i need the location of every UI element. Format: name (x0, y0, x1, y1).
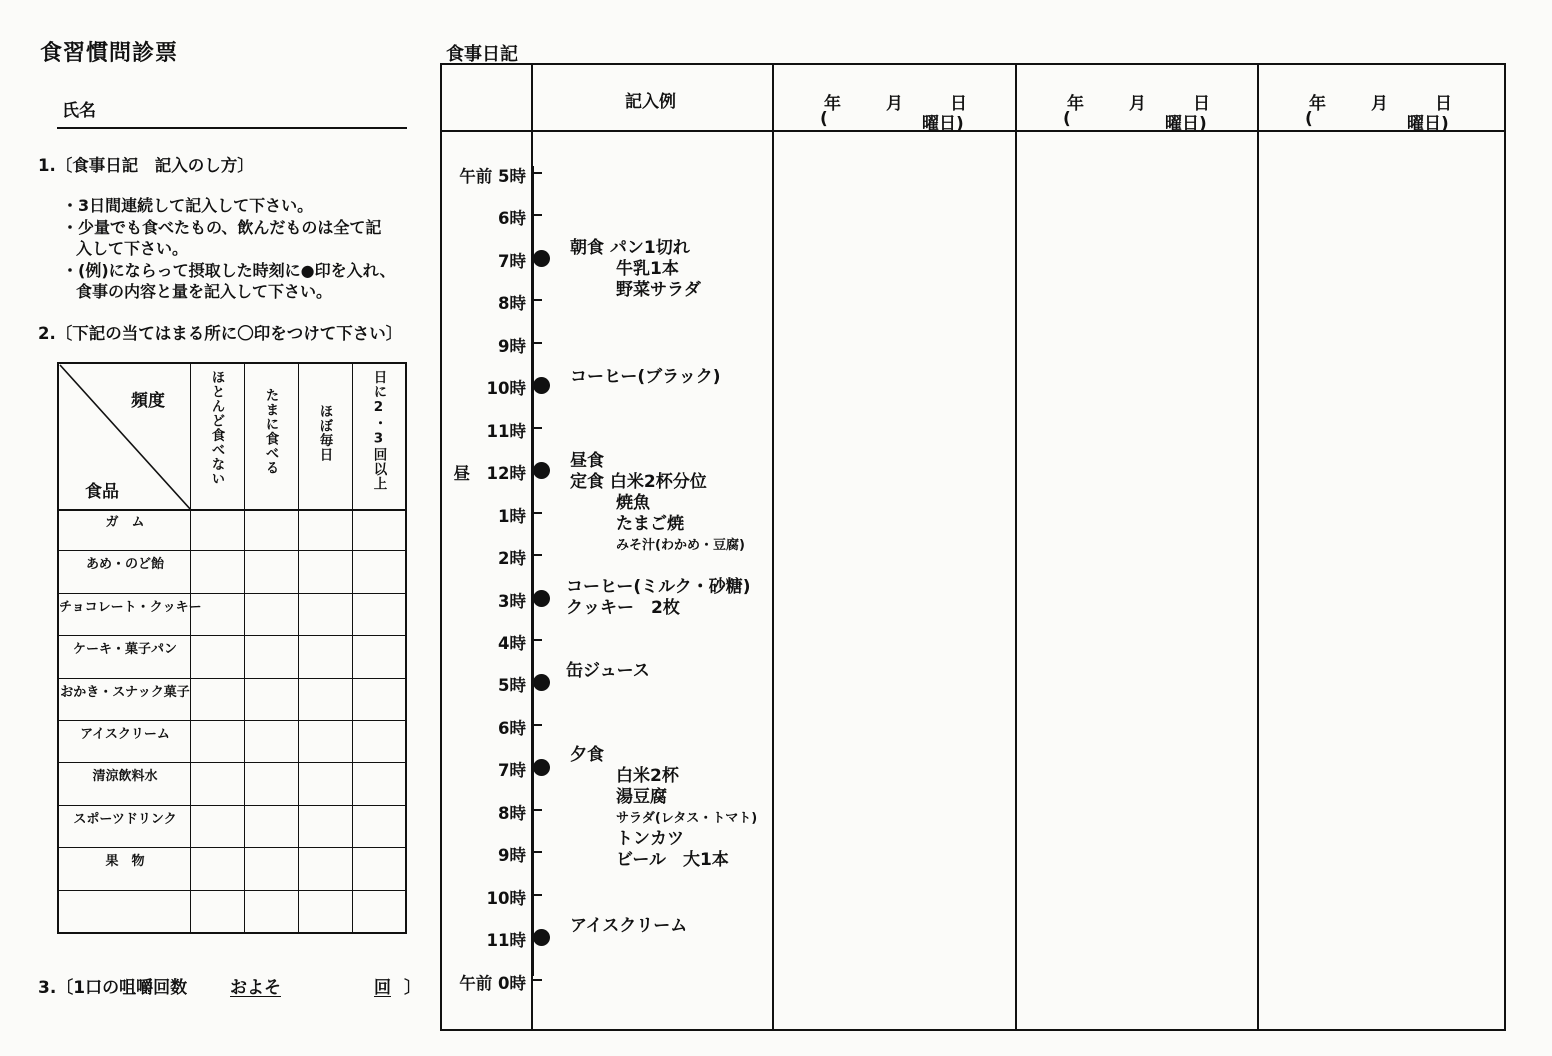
time-label: 10時 (486, 379, 526, 399)
table-row (59, 509, 405, 551)
section2-heading: 2.〔下記の当てはまる所に〇印をつけて下さい〕 (38, 324, 403, 343)
table-row (59, 721, 405, 763)
time-tick (533, 512, 542, 514)
frequency-cell[interactable] (298, 721, 352, 762)
time-tick (533, 172, 542, 174)
frequency-cell[interactable] (190, 679, 244, 720)
time-label: 昼 12時 (453, 464, 526, 484)
time-tick (533, 851, 542, 853)
example-entry-text: アイスクリーム (570, 916, 688, 936)
time-label: 2時 (498, 549, 526, 569)
frequency-cell[interactable] (244, 679, 298, 720)
date-weekday-label: 曜日) (1407, 114, 1449, 134)
example-entry-text: 缶ジュース (566, 661, 650, 681)
time-axis (532, 166, 534, 976)
time-tick (533, 894, 542, 896)
diagonal-header-line (59, 364, 192, 511)
example-entry-text: サラダ(レタス・トマト) (616, 811, 758, 826)
time-tick (533, 342, 542, 344)
frequency-cell[interactable] (352, 848, 407, 889)
table-row (59, 763, 405, 805)
frequency-cell[interactable] (244, 848, 298, 889)
date-day-label: 日 (1435, 94, 1452, 114)
example-entry-text: ビール 大1本 (616, 850, 729, 870)
frequency-cell[interactable] (352, 551, 407, 592)
food-name: ガ ム (105, 515, 145, 530)
freq-col-sometimes: たまに食べる (262, 388, 279, 475)
name-label: 氏名 (62, 101, 96, 121)
frequency-cell[interactable] (352, 763, 407, 804)
meal-time-dot (533, 462, 550, 479)
example-entry-text: たまご焼 (616, 514, 684, 534)
frequency-cell[interactable] (244, 551, 298, 592)
date-year-label: 年 (1309, 94, 1326, 114)
example-column-header: 記入例 (625, 92, 676, 112)
frequency-cell[interactable] (190, 594, 244, 635)
example-entry-text: みそ汁(わかめ・豆腐) (616, 538, 745, 553)
time-tick (533, 724, 542, 726)
example-entry-text: 昼食 (570, 451, 604, 471)
table-row (59, 636, 405, 678)
frequency-table (57, 362, 407, 934)
time-label: 4時 (498, 633, 526, 653)
frequency-cell[interactable] (190, 848, 244, 889)
time-label: 6時 (498, 209, 526, 229)
example-entry-text: コーヒー(ミルク・砂糖) (566, 577, 751, 597)
frequency-cell[interactable] (352, 806, 407, 847)
freq-col-daily: ほぼ毎日 (316, 404, 333, 462)
instructions (62, 195, 396, 303)
time-tick (533, 554, 542, 556)
example-entry-text: 定食 白米2杯分位 (570, 472, 707, 492)
frequency-cell[interactable] (352, 636, 407, 677)
time-label: 8時 (498, 803, 526, 823)
freq-col-rarely: ほとんど食べない (208, 370, 225, 486)
date-open-label: ( (1305, 109, 1313, 129)
meal-time-dot (533, 759, 550, 776)
frequency-cell[interactable] (244, 594, 298, 635)
frequency-cell[interactable] (298, 806, 352, 847)
food-name: チョコレート・クッキー (59, 599, 202, 615)
instruction-line: 食事の内容と量を記入して下さい。 (76, 282, 333, 301)
instruction-line: ・3日間連続して記入して下さい。 (62, 196, 314, 215)
food-name: おかき・スナック菓子 (60, 684, 190, 700)
table-row (59, 891, 405, 933)
instruction-line: ・(例)にならって摂取した時刻に●印を入れ、 (62, 260, 396, 280)
frequency-cell[interactable] (244, 806, 298, 847)
time-label: 7時 (498, 761, 526, 781)
frequency-cell[interactable] (244, 509, 298, 550)
time-label: 10時 (486, 888, 526, 908)
date-month-label: 月 (1129, 94, 1146, 114)
date-header-3[interactable] (1267, 89, 1507, 134)
example-entry-text: コーヒー(ブラック) (570, 367, 721, 387)
example-entry-text: トンカツ (616, 829, 684, 849)
time-label: 午前 5時 (459, 167, 526, 186)
date-header-2[interactable] (1025, 89, 1265, 134)
frequency-cell[interactable] (298, 679, 352, 720)
time-label: 11時 (486, 931, 526, 951)
date-open-label: ( (1063, 109, 1071, 129)
frequency-cell[interactable] (298, 594, 352, 635)
form-title: 食習慣問診票 (40, 41, 179, 66)
meal-time-dot (533, 674, 550, 691)
time-tick (533, 979, 542, 981)
frequency-cell[interactable] (352, 594, 407, 635)
frequency-cell[interactable] (190, 721, 244, 762)
frequency-cell[interactable] (352, 509, 407, 550)
date-day-label: 日 (950, 94, 967, 114)
time-tick (533, 214, 542, 216)
instruction-line: ・少量でも食べたもの、飲んだものは全て記 (62, 217, 382, 237)
name-field[interactable] (57, 127, 407, 129)
frequency-cell[interactable] (298, 848, 352, 889)
frequency-cell[interactable] (244, 763, 298, 804)
food-name: スポーツドリンク (73, 811, 177, 827)
frequency-cell[interactable] (298, 509, 352, 550)
date-header-1[interactable] (782, 89, 1022, 134)
date-year-label: 年 (824, 94, 841, 114)
section3-close: 〕 (404, 978, 421, 998)
table-row (59, 551, 405, 593)
table-row (59, 848, 405, 890)
example-entry-text: 焼魚 (616, 493, 650, 513)
food-name: 果 物 (105, 854, 145, 870)
date-day-label: 日 (1193, 94, 1210, 114)
frequency-cell[interactable] (190, 509, 244, 550)
example-entry-text: 白米2杯 (616, 766, 679, 786)
table-row (59, 679, 405, 721)
date-year-label: 年 (1067, 94, 1084, 114)
frequency-cell[interactable] (190, 636, 244, 677)
frequency-cell[interactable] (352, 891, 407, 933)
time-label: 1時 (498, 506, 526, 526)
time-tick (533, 299, 542, 301)
example-entry-text: クッキー 2枚 (566, 598, 680, 618)
frequency-cell[interactable] (244, 891, 298, 933)
time-label: 5時 (498, 676, 526, 696)
example-entry-text: 夕食 (570, 745, 604, 765)
date-month-label: 月 (886, 94, 903, 114)
frequency-cell[interactable] (244, 636, 298, 677)
food-name: ケーキ・菓子パン (72, 642, 177, 658)
meal-time-dot (533, 590, 550, 607)
frequency-header: 頻度 (131, 391, 165, 411)
time-label: 午前 0時 (459, 973, 526, 993)
table-header-row (59, 364, 405, 511)
chew-count-field[interactable]: およそ (230, 978, 281, 998)
frequency-cell[interactable] (298, 891, 352, 933)
frequency-cell[interactable] (190, 763, 244, 804)
frequency-cell[interactable] (298, 551, 352, 592)
time-tick (533, 427, 542, 429)
instruction-line: 入して下さい。 (76, 239, 189, 258)
section3 (38, 973, 421, 998)
time-label: 9時 (498, 336, 526, 356)
frequency-cell[interactable] (352, 721, 407, 762)
time-label: 8時 (498, 294, 526, 314)
section1-heading: 1.〔食事日記 記入のし方〕 (38, 156, 254, 175)
date-open-label: ( (820, 109, 828, 129)
time-tick (533, 809, 542, 811)
example-entry-text: 牛乳1本 (616, 259, 679, 279)
frequency-cell[interactable] (298, 763, 352, 804)
date-weekday-label: 曜日) (1165, 114, 1207, 134)
meal-time-dot (533, 929, 550, 946)
food-name: 清涼飲料水 (92, 769, 158, 785)
frequency-cell[interactable] (190, 891, 244, 933)
food-name: アイスクリーム (80, 727, 170, 742)
date-month-label: 月 (1371, 94, 1388, 114)
date-weekday-label: 曜日) (922, 114, 964, 134)
frequency-cell[interactable] (298, 636, 352, 677)
chew-unit: 回 (374, 978, 391, 998)
time-label: 3時 (498, 591, 526, 611)
time-label: 6時 (498, 718, 526, 738)
frequency-cell[interactable] (190, 806, 244, 847)
diary-title: 食事日記 (446, 44, 518, 65)
food-header: 食品 (85, 482, 119, 502)
table-row (59, 594, 405, 636)
time-label: 7時 (498, 251, 526, 271)
example-entry-text: 朝食 パン1切れ (570, 238, 690, 258)
time-label: 11時 (486, 421, 526, 441)
time-label: 9時 (498, 846, 526, 866)
time-tick (533, 639, 542, 641)
table-row (59, 806, 405, 848)
frequency-cell[interactable] (352, 679, 407, 720)
section3-heading: 3.〔1口の咀嚼回数 (38, 978, 188, 998)
example-entry-text: 湯豆腐 (616, 787, 667, 807)
freq-col-multiple: 日に2・3回以上 (370, 370, 387, 491)
frequency-cell[interactable] (190, 551, 244, 592)
diary-table (440, 63, 1506, 1031)
meal-time-dot (533, 377, 550, 394)
example-entry-text: 野菜サラダ (616, 280, 701, 300)
food-name: あめ・のど飴 (85, 557, 164, 573)
meal-time-dot (533, 250, 550, 267)
frequency-cell[interactable] (244, 721, 298, 762)
